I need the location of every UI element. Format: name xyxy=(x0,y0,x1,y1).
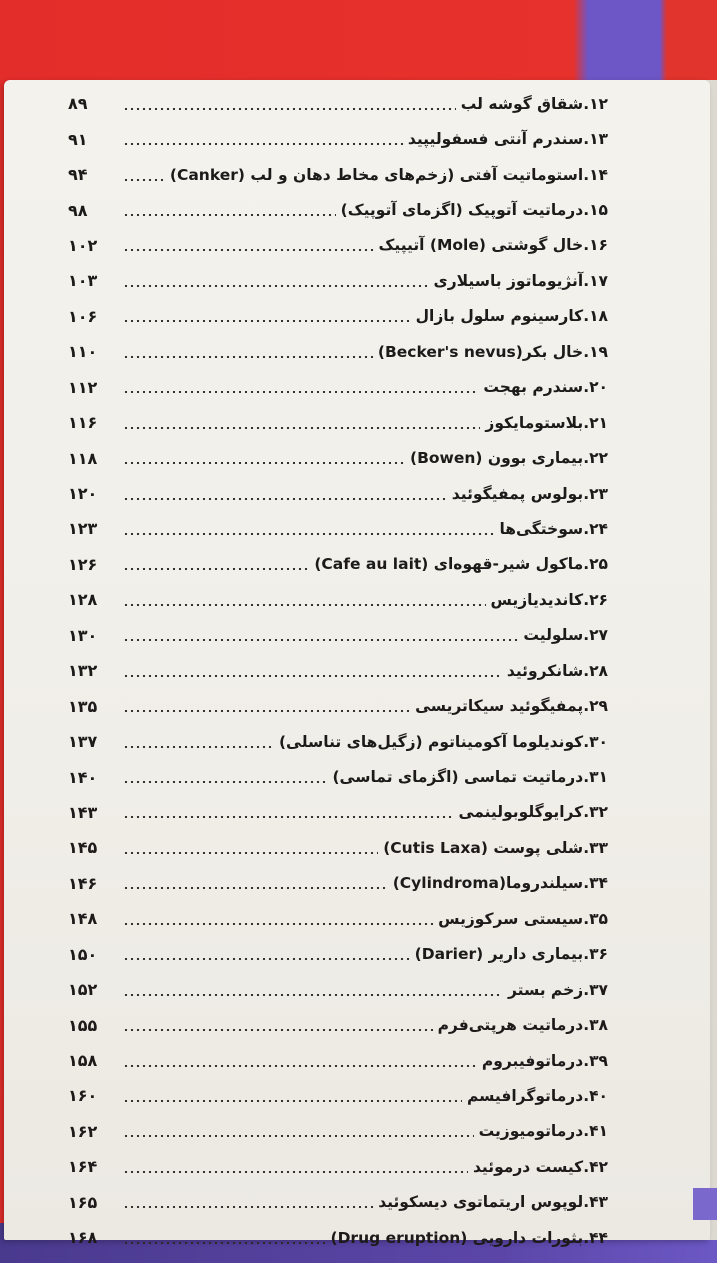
toc-entry xyxy=(68,866,608,901)
dot-leader xyxy=(123,179,165,181)
toc-entry xyxy=(68,759,608,794)
toc-entry xyxy=(68,972,608,1007)
toc-entry-title: کرایوگلوبولینمی xyxy=(458,803,584,822)
dot-leader xyxy=(123,427,480,429)
toc-entry-page-number: ۱۱۰ xyxy=(68,342,98,362)
dot-leader xyxy=(123,533,494,535)
dot-leader xyxy=(123,1100,462,1102)
toc-entry xyxy=(68,582,608,617)
toc-entry-title: لوپوس اریتماتوی دیسکوئید xyxy=(378,1193,584,1212)
dot-leader xyxy=(123,746,274,748)
toc-entry-page-number: ۱۰۶ xyxy=(68,306,98,326)
table-of-contents xyxy=(68,86,608,1255)
toc-entry-title: شلی پوست (Cutis Laxa) xyxy=(383,838,584,857)
toc-entry xyxy=(68,901,608,936)
dot-leader xyxy=(123,1029,433,1031)
toc-entry xyxy=(68,86,608,121)
dot-leader xyxy=(123,568,309,570)
toc-entry-page-number: ۱۶۲ xyxy=(68,1121,98,1141)
toc-entry xyxy=(68,830,608,865)
toc-entry-title: کوندیلوما آکومیناتوم (زگیل‌های تناسلی) xyxy=(278,732,584,751)
toc-entry-title: کاندیدیازیس xyxy=(490,590,584,609)
toc-entry xyxy=(68,334,608,369)
toc-entry-page-number: ۱۲۸ xyxy=(68,590,98,610)
dot-leader xyxy=(123,143,403,145)
toc-entry xyxy=(68,440,608,475)
dot-leader xyxy=(123,320,411,322)
dot-leader xyxy=(123,214,336,216)
toc-entry-number: ۴۳. xyxy=(583,1193,608,1212)
dot-leader xyxy=(123,249,374,251)
dot-leader xyxy=(123,391,478,393)
toc-entry-title: درماتوفیبروم xyxy=(481,1051,584,1070)
toc-entry-page-number: ۱۴۵ xyxy=(68,838,98,858)
toc-entry-page-number: ۱۱۶ xyxy=(68,413,98,433)
dot-leader xyxy=(123,462,405,464)
toc-entry-number: ۱۳. xyxy=(583,130,608,149)
toc-entry xyxy=(68,1114,608,1149)
toc-entry-page-number: ۱۴۶ xyxy=(68,873,98,893)
toc-entry-page-number: ۱۲۰ xyxy=(68,484,98,504)
toc-entry-number: ۱۴. xyxy=(583,165,608,184)
toc-entry-page-number: ۹۱ xyxy=(68,129,88,149)
toc-entry-page-number: ۱۳۰ xyxy=(68,625,98,645)
toc-entry-page-number: ۱۱۸ xyxy=(68,448,98,468)
toc-entry xyxy=(68,228,608,263)
toc-entry-title: استوماتیت آفتی (زخم‌های مخاط دهان و لب (Canker) xyxy=(169,165,584,184)
toc-entry-title: خال گوشتی (Mole) آتیپیک xyxy=(378,236,584,255)
toc-entry-number: ۱۹. xyxy=(583,342,608,361)
toc-entry-title: بثورات دارویی (Drug eruption) xyxy=(330,1228,584,1247)
toc-entry-number: ۲۱. xyxy=(583,413,608,432)
dot-leader xyxy=(123,852,378,854)
dot-leader xyxy=(123,1242,325,1244)
toc-entry-title: کارسینوم سلول بازال xyxy=(415,307,584,326)
toc-entry-title: درماتیت تماسی (اگزمای تماسی) xyxy=(332,768,584,787)
toc-entry-page-number: ۱۵۰ xyxy=(68,944,98,964)
toc-entry-number: ۳۱. xyxy=(583,768,608,787)
toc-entry-page-number: ۱۴۰ xyxy=(68,767,98,787)
toc-entry xyxy=(68,511,608,546)
toc-entry-title: بولوس پمفیگوئید xyxy=(451,484,584,503)
toc-entry xyxy=(68,157,608,192)
toc-entry-title: سیستی سرکوزیس xyxy=(438,909,584,928)
toc-entry-page-number: ۱۰۳ xyxy=(68,271,98,291)
toc-entry xyxy=(68,795,608,830)
toc-entry-title: بیماری بوون (Bowen) xyxy=(409,449,584,468)
toc-entry-title: سیلندروما(Cylindroma) xyxy=(392,874,584,893)
dot-leader xyxy=(123,1206,373,1208)
toc-entry-title: بلاستومایکوز xyxy=(485,413,584,432)
toc-entry-title: زخم بستر xyxy=(507,980,584,999)
toc-entry-page-number: ۱۳۷ xyxy=(68,732,98,752)
dot-leader xyxy=(123,923,433,925)
toc-entry-number: ۲۲. xyxy=(583,449,608,468)
dot-leader xyxy=(123,1171,468,1173)
toc-entry-title: پمفیگوئید سیکاتریسی xyxy=(415,697,584,716)
toc-entry-page-number: ۱۳۲ xyxy=(68,661,98,681)
toc-entry-number: ۳۳. xyxy=(583,838,608,857)
toc-entry-page-number: ۱۵۲ xyxy=(68,980,98,1000)
toc-entry-page-number: ۱۰۲ xyxy=(68,235,98,255)
toc-entry xyxy=(68,192,608,227)
toc-entry-title: سلولیت xyxy=(523,626,584,645)
toc-entry xyxy=(68,618,608,653)
dot-leader xyxy=(123,781,327,783)
toc-entry-title: درماتیت هرپتی‌فرم xyxy=(437,1016,584,1035)
toc-entry xyxy=(68,724,608,759)
toc-entry xyxy=(68,121,608,156)
dot-leader xyxy=(123,1065,477,1067)
toc-entry-number: ۲۵. xyxy=(583,555,608,574)
toc-entry-number: ۳۸. xyxy=(583,1016,608,1035)
toc-entry-number: ۲۴. xyxy=(583,519,608,538)
toc-entry-number: ۳۵. xyxy=(583,909,608,928)
toc-entry-page-number: ۱۶۴ xyxy=(68,1157,98,1177)
toc-entry-number: ۴۰. xyxy=(583,1086,608,1105)
toc-entry-page-number: ۱۴۸ xyxy=(68,909,98,929)
toc-entry-page-number: ۱۲۳ xyxy=(68,519,98,539)
toc-entry-number: ۴۴. xyxy=(583,1228,608,1247)
toc-entry-number: ۳۲. xyxy=(583,803,608,822)
toc-entry-page-number: ۹۸ xyxy=(68,200,88,220)
toc-entry-number: ۲۰. xyxy=(583,378,608,397)
dot-leader xyxy=(123,498,447,500)
toc-entry-title: شقاق گوشه لب xyxy=(460,94,584,113)
toc-entry-number: ۳۷. xyxy=(583,980,608,999)
toc-entry-page-number: ۱۵۸ xyxy=(68,1051,98,1071)
toc-entry-number: ۳۰. xyxy=(583,732,608,751)
toc-entry-title: درماتومیوزیت xyxy=(478,1122,584,1141)
dot-leader xyxy=(123,285,428,287)
dot-leader xyxy=(123,710,410,712)
toc-entry-title: آنژیوماتوز باسیلاری xyxy=(433,271,584,290)
dot-leader xyxy=(123,994,503,996)
toc-entry xyxy=(68,476,608,511)
toc-entry-number: ۳۹. xyxy=(583,1051,608,1070)
page-tab-marker xyxy=(693,1188,717,1220)
toc-entry-page-number: ۹۴ xyxy=(68,165,88,185)
toc-entry xyxy=(68,299,608,334)
toc-entry-number: ۴۱. xyxy=(583,1122,608,1141)
toc-entry xyxy=(68,547,608,582)
toc-entry-title: کیست درموئید xyxy=(472,1157,584,1176)
dot-leader xyxy=(123,1135,474,1137)
toc-entry-page-number: ۱۲۶ xyxy=(68,554,98,574)
toc-entry xyxy=(68,937,608,972)
dot-leader xyxy=(123,108,456,110)
toc-entry-page-number: ۱۶۵ xyxy=(68,1192,98,1212)
dot-leader xyxy=(123,887,388,889)
toc-entry-number: ۲۸. xyxy=(583,661,608,680)
toc-entry-number: ۳۴. xyxy=(583,874,608,893)
toc-entry-page-number: ۱۴۳ xyxy=(68,802,98,822)
dot-leader xyxy=(123,675,502,677)
toc-entry-title: ماکول شیر-قهوه‌ای (Cafe au lait) xyxy=(314,555,584,574)
toc-entry-number: ۱۸. xyxy=(583,307,608,326)
toc-entry xyxy=(68,688,608,723)
toc-entry-number: ۳۶. xyxy=(583,945,608,964)
dot-leader xyxy=(123,639,518,641)
toc-entry-number: ۲۹. xyxy=(583,697,608,716)
toc-entry-title: سندرم بهجت xyxy=(483,378,584,397)
dot-leader xyxy=(123,356,373,358)
toc-entry xyxy=(68,1007,608,1042)
toc-entry xyxy=(68,653,608,688)
toc-entry-page-number: ۱۵۵ xyxy=(68,1015,98,1035)
toc-entry-title: بیماری داریر (Darier) xyxy=(414,945,584,964)
toc-entry xyxy=(68,1078,608,1113)
toc-entry xyxy=(68,1043,608,1078)
toc-entry-number: ۲۶. xyxy=(583,590,608,609)
toc-entry-number: ۴۲. xyxy=(583,1157,608,1176)
toc-entry-number: ۲۳. xyxy=(583,484,608,503)
toc-entry xyxy=(68,370,608,405)
dot-leader xyxy=(123,816,454,818)
toc-entry xyxy=(68,1185,608,1220)
toc-entry-title: سوختگی‌ها xyxy=(499,519,584,538)
toc-entry-page-number: ۱۳۵ xyxy=(68,696,98,716)
toc-entry xyxy=(68,1149,608,1184)
toc-entry xyxy=(68,263,608,298)
toc-entry-number: ۱۵. xyxy=(583,201,608,220)
dot-leader xyxy=(123,604,486,606)
toc-entry xyxy=(68,405,608,440)
toc-entry-page-number: ۱۱۲ xyxy=(68,377,98,397)
toc-entry-number: ۱۷. xyxy=(583,271,608,290)
toc-entry xyxy=(68,1220,608,1255)
toc-entry-title: خال بکر(Becker's nevus) xyxy=(377,342,584,361)
toc-entry-number: ۲۷. xyxy=(583,626,608,645)
toc-entry-page-number: ۱۶۸ xyxy=(68,1228,98,1248)
toc-entry-page-number: ۱۶۰ xyxy=(68,1086,98,1106)
toc-entry-title: سندرم آنتی فسفولیپید xyxy=(407,130,584,149)
toc-entry-title: درماتیت آتوپیک (اگزمای آتوپیک) xyxy=(340,201,584,220)
toc-entry-title: درماتوگرافیسم xyxy=(466,1086,584,1105)
toc-entry-title: شانکروئید xyxy=(506,661,584,680)
toc-entry-number: ۱۲. xyxy=(583,94,608,113)
toc-entry-number: ۱۶. xyxy=(583,236,608,255)
toc-entry-page-number: ۸۹ xyxy=(68,94,88,114)
dot-leader xyxy=(123,958,410,960)
